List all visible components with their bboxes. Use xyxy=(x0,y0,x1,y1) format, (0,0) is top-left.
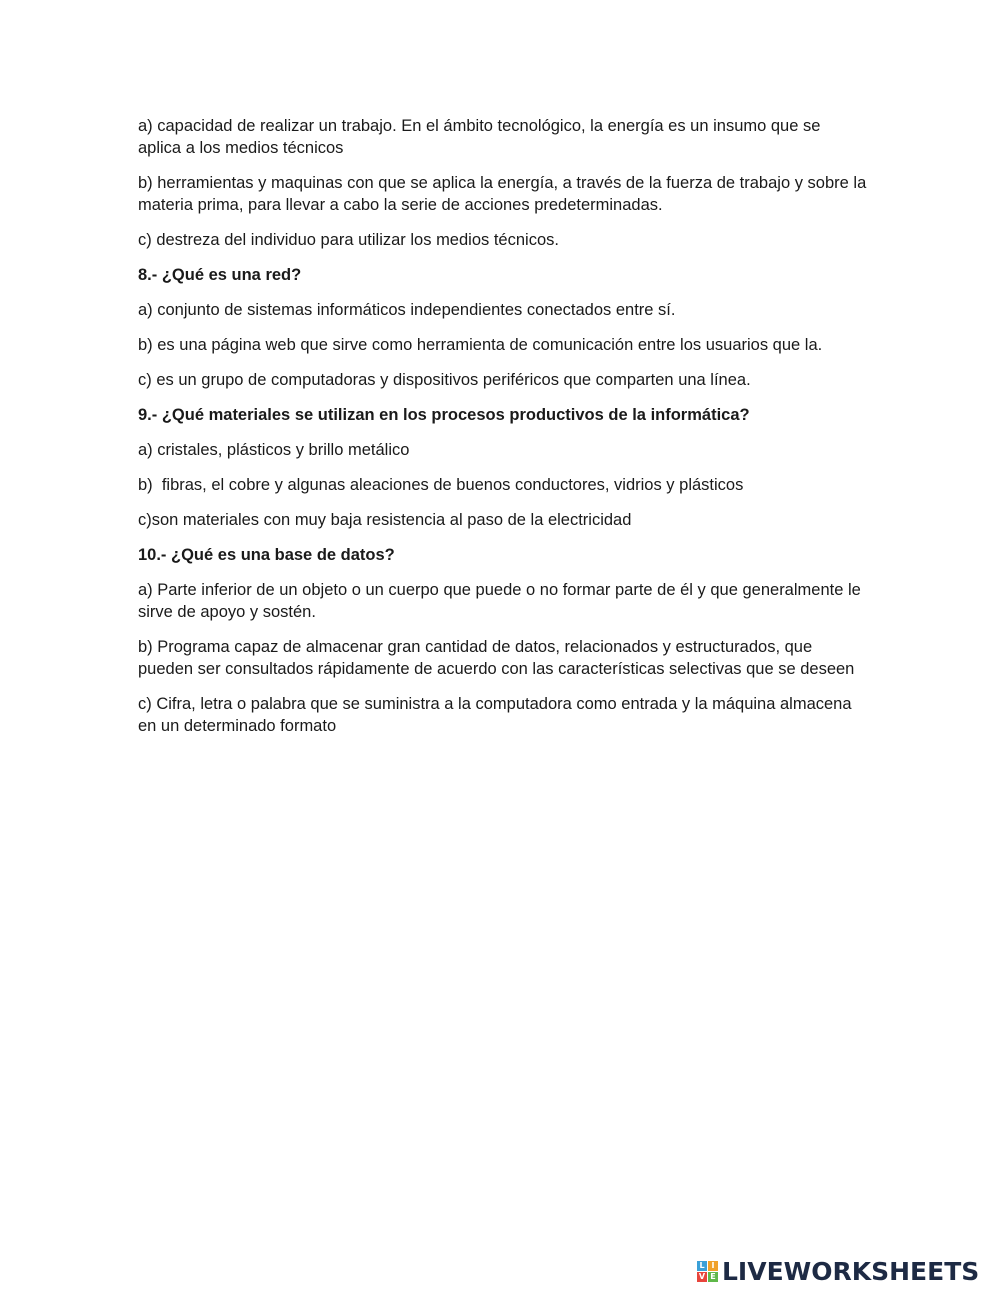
option-7b: b) herramientas y maquinas con que se aplica la energía, a través de la fuerza de trabajo y sobre la materia prima, para llevar a cabo la serie de acciones predeterminadas. xyxy=(138,174,871,214)
option-8b: b) es una página web que sirve como herramienta de comunicación entre los usuarios que la. xyxy=(138,336,823,354)
option-9b: b) fibras, el cobre y algunas aleaciones de buenos conductores, vidrios y plásticos xyxy=(138,476,744,494)
option-7c: c) destreza del individuo para utilizar los medios técnicos. xyxy=(138,231,559,249)
option-10b: b) Programa capaz de almacenar gran cantidad de datos, relacionados y estructurados, que pueden ser consultados rápidamente de acuerdo con las características selectivas que se deseen xyxy=(138,638,855,678)
option-10a: a) Parte inferior de un objeto o un cuerpo que puede o no formar parte de él y que generalmente le sirve de apoyo y sostén. xyxy=(138,581,866,621)
option-9c: c)son materiales con muy baja resistencia al paso de la electricidad xyxy=(138,511,632,529)
logo-letter-e: E xyxy=(708,1272,718,1282)
liveworksheets-logo xyxy=(697,1256,979,1286)
logo-letter-l: L xyxy=(697,1261,707,1271)
logo-letter-v: V xyxy=(698,1271,706,1281)
question-9: 9.- ¿Qué materiales se utilizan en los procesos productivos de la informática? xyxy=(138,406,750,424)
logo-blocks-icon xyxy=(697,1261,718,1282)
option-9a: a) cristales, plásticos y brillo metálico xyxy=(138,441,410,459)
option-8a: a) conjunto de sistemas informáticos independientes conectados entre sí. xyxy=(138,301,676,319)
worksheet-content xyxy=(138,115,871,750)
logo-text: LIVEWORKSHEETS xyxy=(722,1256,980,1286)
option-7a: a) capacidad de realizar un trabajo. En el ámbito tecnológico, la energía es un insumo que se aplica a los medios técnicos xyxy=(138,117,826,157)
option-8c: c) es un grupo de computadoras y dispositivos periféricos que comparten una línea. xyxy=(138,371,751,389)
question-10: 10.- ¿Qué es una base de datos? xyxy=(138,546,395,564)
logo-letter-i: I xyxy=(708,1261,718,1271)
question-8: 8.- ¿Qué es una red? xyxy=(138,266,302,284)
option-10c: c) Cifra, letra o palabra que se suministra a la computadora como entrada y la máquina almacena en un determinado formato xyxy=(138,695,857,735)
